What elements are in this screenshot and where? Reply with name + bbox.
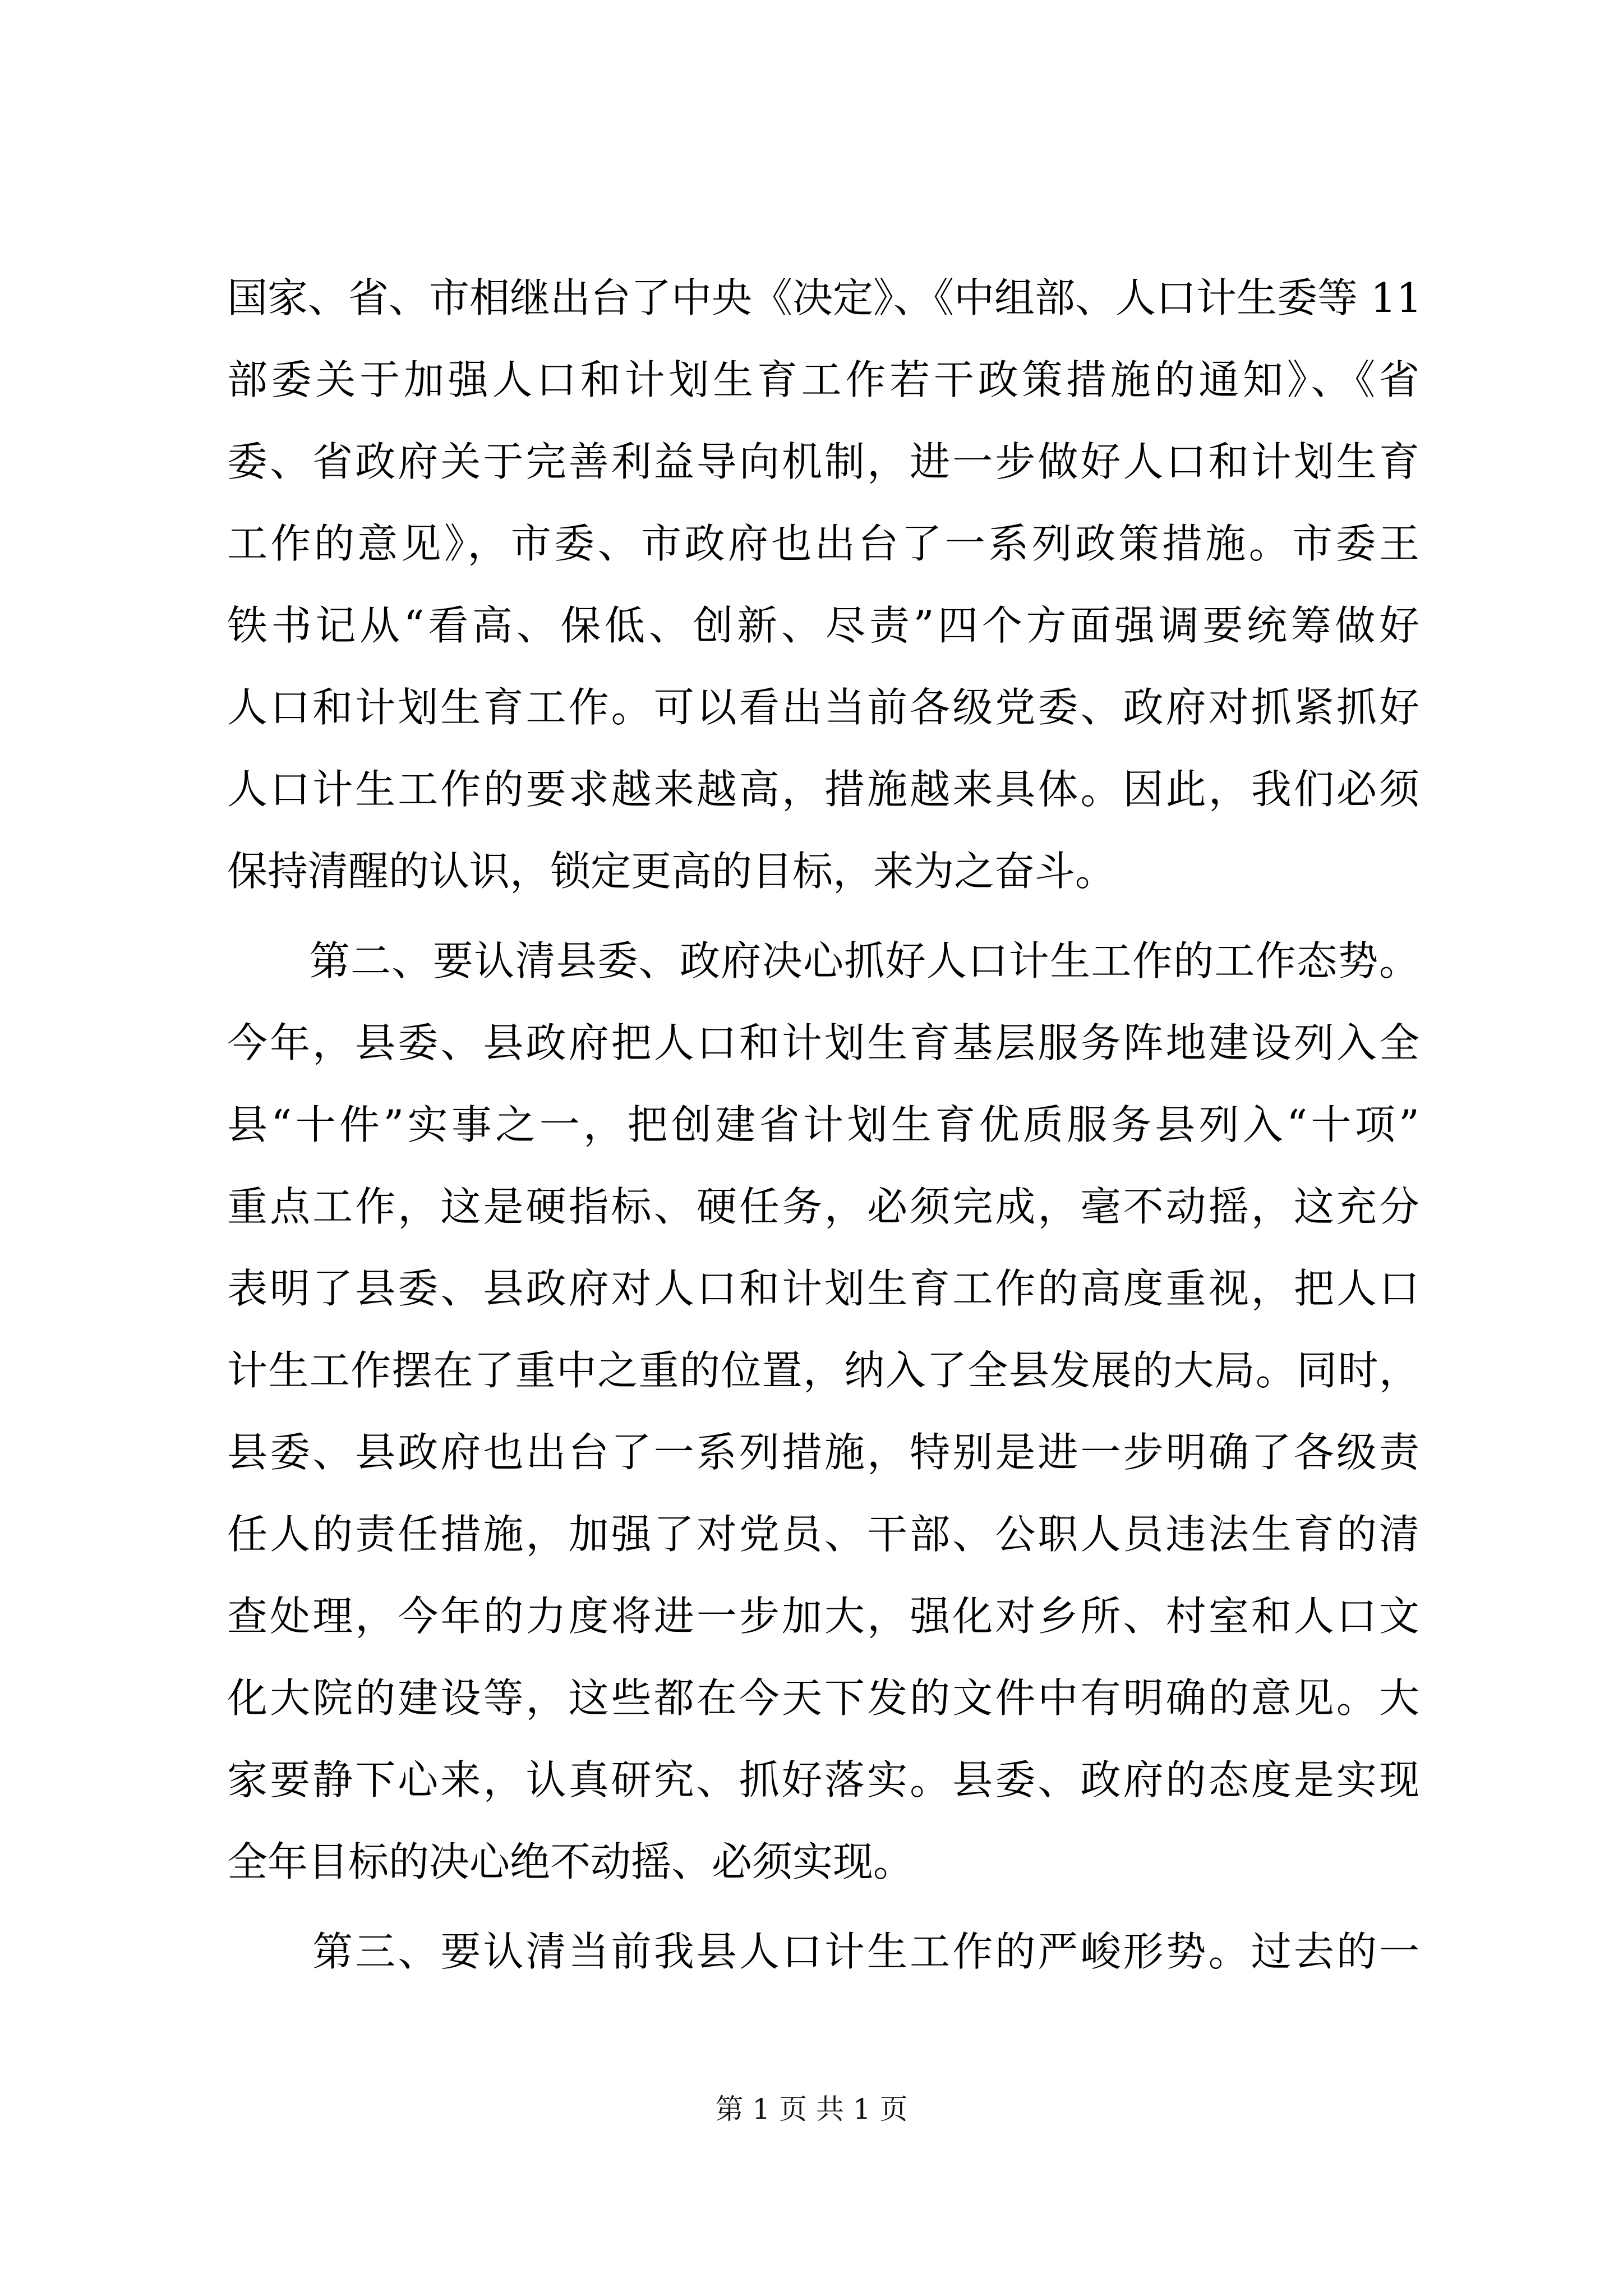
paragraph-3 bbox=[227, 1911, 1419, 1993]
page-footer: 第 1 页 共 1 页 bbox=[715, 2093, 908, 2125]
text-line: 部委关于加强人口和计划生育工作若干政策措施的通知》、《省 bbox=[227, 356, 1419, 403]
text-line: 县委、县政府也出台了一系列措施，特别是进一步明确了各级责 bbox=[227, 1429, 1419, 1476]
text-line: 第三、要认清当前我县人口计生工作的严峻形势。过去的一 bbox=[227, 1928, 1419, 1975]
paragraph-gap bbox=[227, 1903, 1419, 1911]
paragraph-gap bbox=[227, 912, 1419, 920]
text-line: 任人的责任措施，加强了对党员、干部、公职人员违法生育的清 bbox=[227, 1511, 1419, 1558]
text-line: 家要静下心来，认真研究、抓好落实。县委、政府的态度是实现 bbox=[227, 1756, 1419, 1803]
text-line: 表明了县委、县政府对人口和计划生育工作的高度重视，把人口 bbox=[227, 1265, 1419, 1312]
text-line: 国家、省、市相继出台了中央《决定》、《中组部、人口计生委等 11 bbox=[227, 274, 1422, 321]
text-line: 化大院的建设等，这些都在今天下发的文件中有明确的意见。大 bbox=[227, 1674, 1419, 1722]
paragraph-2 bbox=[227, 920, 1419, 1903]
text-line: 铁书记从“看高、保低、创新、尽责”四个方面强调要统筹做好 bbox=[227, 602, 1419, 649]
text-line: 计生工作摆在了重中之重的位置，纳入了全县发展的大局。同时， bbox=[227, 1347, 1419, 1394]
text-line: 保持清醒的认识，锁定更高的目标，来为之奋斗。 bbox=[227, 848, 1116, 895]
text-line: 工作的意见》，市委、市政府也出台了一系列政策措施。市委王 bbox=[227, 520, 1419, 567]
text-line: 县“十件”实事之一，把创建省计划生育优质服务县列入“十项” bbox=[227, 1101, 1419, 1148]
text-line: 委、省政府关于完善利益导向机制，进一步做好人口和计划生育 bbox=[227, 438, 1419, 485]
text-line: 第二、要认清县委、政府决心抓好人口计生工作的工作态势。 bbox=[227, 937, 1419, 984]
text-line: 今年，县委、县政府把人口和计划生育基层服务阵地建设列入全 bbox=[227, 1019, 1419, 1066]
body-text bbox=[227, 257, 1422, 1993]
text-line: 人口和计划生育工作。可以看出当前各级党委、政府对抓紧抓好 bbox=[227, 684, 1419, 731]
paragraph-1 bbox=[227, 257, 1422, 912]
text-line: 重点工作，这是硬指标、硬任务，必须完成，毫不动摇，这充分 bbox=[227, 1183, 1419, 1230]
text-line: 查处理，今年的力度将进一步加大，强化对乡所、村室和人口文 bbox=[227, 1593, 1419, 1640]
text-line: 全年目标的决心绝不动摇、必须实现。 bbox=[227, 1838, 914, 1885]
text-line: 人口计生工作的要求越来越高，措施越来具体。因此，我们必须 bbox=[227, 766, 1419, 813]
